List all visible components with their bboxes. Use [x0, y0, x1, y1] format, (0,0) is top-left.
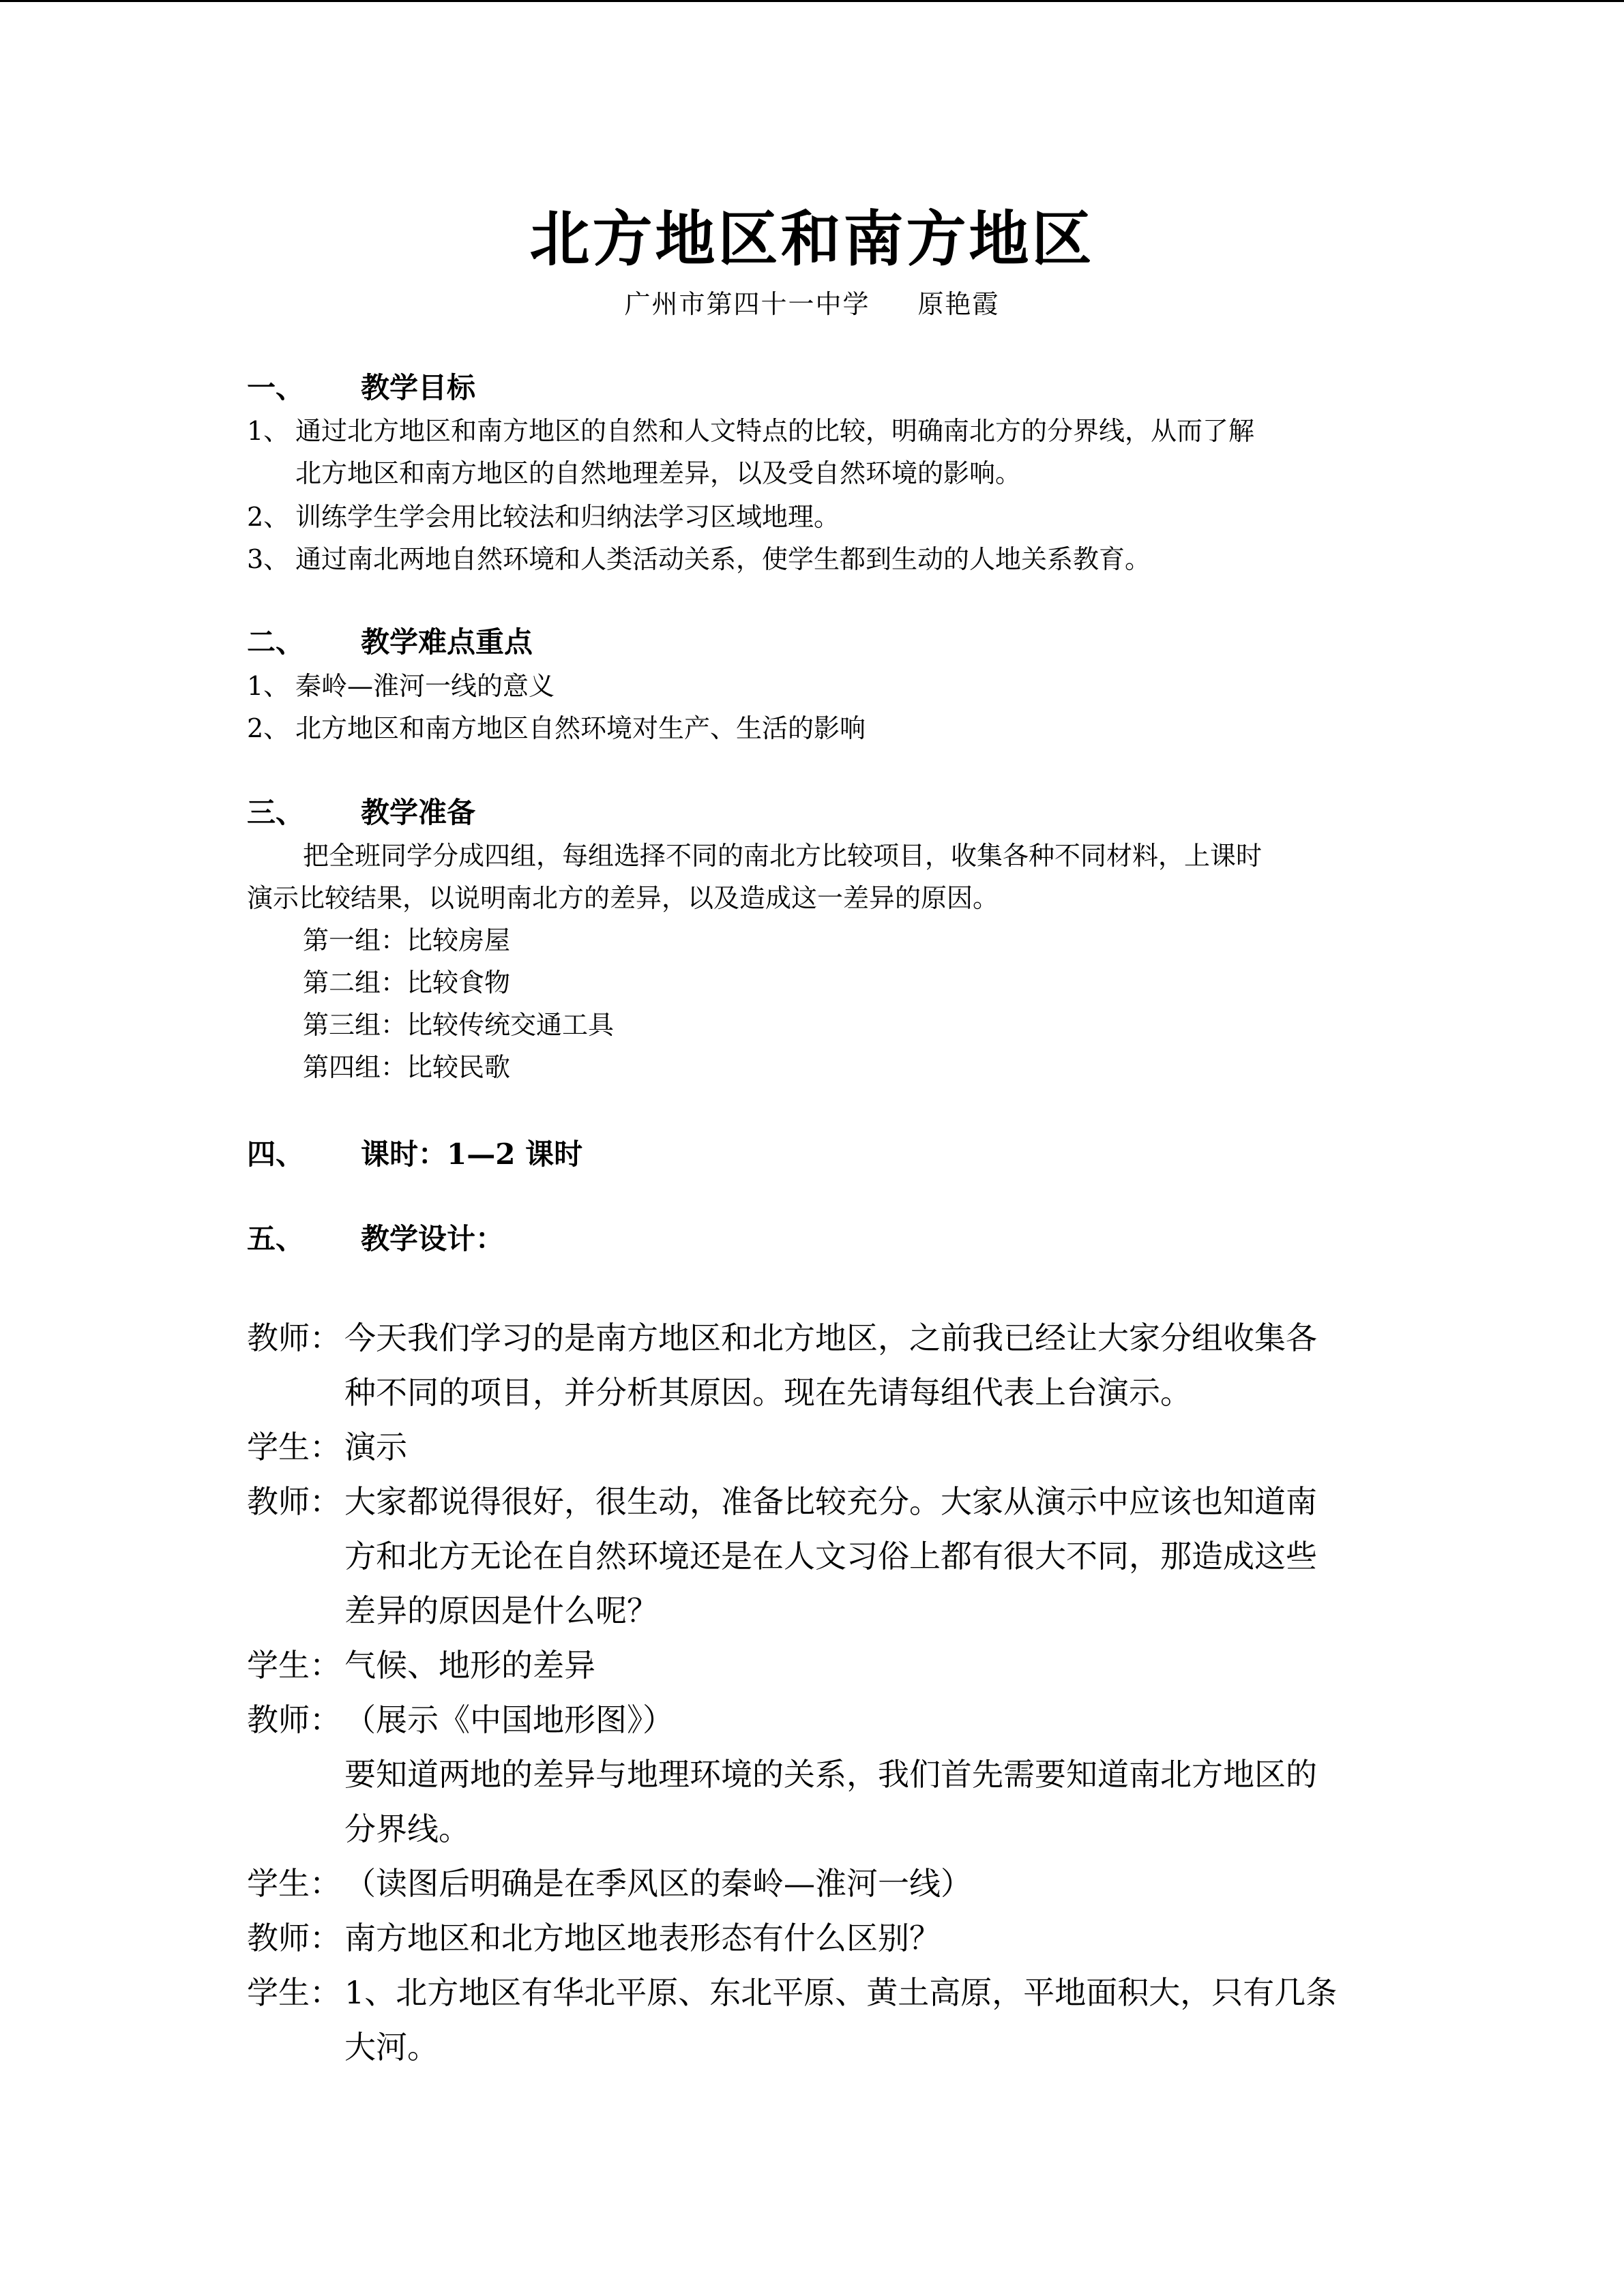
school-name: 广州市第四十一中学 [624, 289, 870, 319]
dialogue-line: 分界线。 [344, 1810, 470, 1847]
dialogue-line: （读图后明确是在季风区的秦岭—淮河一线） [344, 1865, 972, 1902]
section-title: 教学难点重点 [361, 625, 533, 659]
dialogue-line: 演示 [344, 1429, 407, 1465]
speaker-label: 教师： [247, 1483, 341, 1520]
keypoint-number: 2、 [247, 713, 290, 743]
prep-paragraph: 把全班同学分成四组，每组选择不同的南北方比较项目，收集各种不同材料，上课时 [303, 841, 1263, 871]
prep-group: 第四组：比较民歌 [303, 1052, 511, 1082]
section-title: 教学准备 [361, 796, 476, 829]
section-heading-3 [247, 792, 475, 834]
dialogue-line: 大河。 [344, 2029, 439, 2066]
prep-group: 第三组：比较传统交通工具 [303, 1010, 615, 1040]
dialogue-line: 种不同的项目，并分析其原因。现在先请每组代表上台演示。 [344, 1374, 1192, 1411]
goal-number: 2、 [247, 502, 290, 532]
section-title: 教学目标 [361, 371, 476, 404]
dialogue-line: 要知道两地的差异与地理环境的关系，我们首先需要知道南北方地区的 [344, 1756, 1317, 1793]
section-title: 教学设计： [361, 1222, 505, 1255]
dialogue-line: 南方地区和北方地区地表形态有什么区别？ [344, 1920, 941, 1956]
speaker-label: 教师： [247, 1701, 341, 1738]
section-heading-4 [247, 1133, 582, 1176]
page-title: 北方地区和南方地区 [529, 203, 1095, 274]
section-number: 一、 [247, 371, 305, 404]
author-name: 原艳霞 [917, 289, 1000, 319]
speaker-label: 学生： [247, 1647, 341, 1684]
goal-text: 北方地区和南方地区的自然地理差异，以及受自然环境的影响。 [295, 458, 1022, 488]
dialogue-line: 差异的原因是什么呢？ [344, 1592, 658, 1629]
goal-number: 1、 [247, 416, 290, 446]
keypoint-number: 1、 [247, 671, 290, 701]
section-heading-2 [247, 621, 533, 664]
speaker-label: 学生： [247, 1429, 341, 1465]
goal-text: 通过南北两地自然环境和人类活动关系，使学生都到生动的人地关系教育。 [295, 544, 1151, 574]
keypoint-text: 秦岭—淮河一线的意义 [295, 671, 555, 701]
section-title: 课时：1—2 课时 [361, 1137, 583, 1171]
speaker-label: 学生： [247, 1865, 341, 1902]
goal-text: 通过北方地区和南方地区的自然和人文特点的比较，明确南北方的分界线，从而了解 [295, 416, 1255, 446]
section-number: 二、 [247, 625, 305, 659]
section-number: 五、 [247, 1222, 305, 1255]
dialogue-line: 大家都说得很好，很生动，准备比较充分。大家从演示中应该也知道南 [344, 1483, 1317, 1520]
dialogue-line: 今天我们学习的是南方地区和北方地区，之前我已经让大家分组收集各 [344, 1320, 1317, 1356]
keypoint-text: 北方地区和南方地区自然环境对生产、生活的影响 [295, 713, 866, 743]
dialogue-line: （展示《中国地形图》） [344, 1701, 674, 1738]
speaker-label: 教师： [247, 1920, 341, 1956]
speaker-label: 学生： [247, 1974, 341, 2011]
dialogue-line: 方和北方无论在自然环境还是在人文习俗上都有很大不同，那造成这些 [344, 1538, 1317, 1575]
prep-paragraph: 演示比较结果，以说明南北方的差异，以及造成这一差异的原因。 [247, 883, 999, 913]
dialogue-line: 1、北方地区有华北平原、东北平原、黄土高原，平地面积大，只有几条 [344, 1974, 1338, 2011]
prep-group: 第二组：比较食物 [303, 968, 511, 998]
byline [0, 285, 1624, 323]
section-heading-1 [247, 367, 475, 409]
section-heading-5 [247, 1218, 504, 1260]
dialogue-line: 气候、地形的差异 [344, 1647, 595, 1684]
section-number: 三、 [247, 796, 305, 829]
prep-group: 第一组：比较房屋 [303, 925, 511, 955]
section-number: 四、 [247, 1137, 305, 1171]
goal-text: 训练学生学会用比较法和归纳法学习区域地理。 [295, 502, 840, 532]
goal-number: 3、 [247, 544, 290, 574]
speaker-label: 教师： [247, 1320, 341, 1356]
